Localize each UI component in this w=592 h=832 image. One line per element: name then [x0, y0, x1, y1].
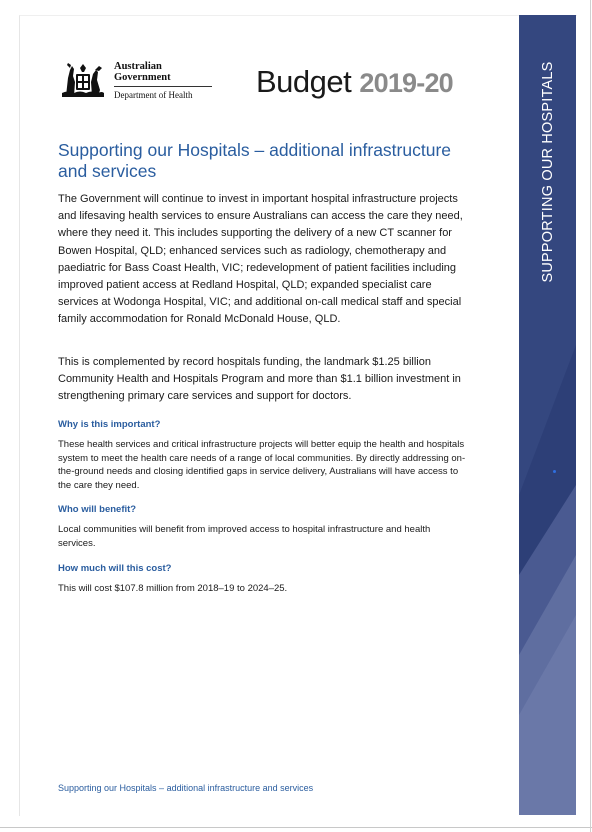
section-text-importance: These health services and critical infrastructure projects will better equip the health and hospitals system to meet the health care needs of a range of local communities. By directly addressing on-the-ground needs and closing identified gaps in service delivery, Australians will have access to the care they need. [58, 439, 466, 491]
section-heading-importance: Why is this important? [58, 419, 161, 430]
budget-heading [256, 64, 453, 100]
intro-paragraph: The Government will continue to invest in important hospital infrastructure projects and lifesaving health services to ensure Australians can access the care they need, where they need it. This includes supporting the delivery of a new CT scanner for Bowen Hospital, QLD; enhanced services such as radiology, chemotherapy and paediatric for Bass Coast Health, VIC; redevelopment of patient facilities including improved patient access at Redland Hospital, QLD; expanded specialist care services at Wodonga Hospital, VIC; and additional on-call medical staff and special family accommodation for Ronald McDonald House, QLD. [58, 193, 463, 326]
sidebar-title: SUPPORTING OUR HOSPITALS [540, 61, 556, 283]
gov-logo [58, 60, 212, 100]
department-name: Department of Health [114, 89, 193, 100]
budget-word: Budget [256, 64, 352, 99]
page-right-edge [590, 0, 591, 832]
sidebar-dot [553, 470, 556, 473]
funding-paragraph: This is complemented by record hospitals funding, the landmark $1.25 billion Community Health and Hospitals Program and more than $1.1 billion investment in strengthening primary care services and support for doctors. [58, 356, 461, 403]
page-bottom-edge [0, 827, 592, 828]
page-footer: Supporting our Hospitals – additional infrastructure and services [58, 783, 314, 793]
section-heading-cost: How much will this cost? [58, 563, 172, 574]
page-title: Supporting our Hospitals – additional infrastructure and services [58, 140, 451, 181]
budget-year: 2019-20 [359, 68, 453, 98]
document-page [19, 15, 577, 816]
coat-of-arms-icon [58, 60, 108, 100]
section-text-cost: This will cost $107.8 million from 2018–19 to 2024–25. [58, 583, 288, 594]
government-name: Australian Government [114, 61, 212, 87]
section-text-benefit: Local communities will benefit from improved access to hospital infrastructure and health services. [58, 524, 431, 549]
section-heading-benefit: Who will benefit? [58, 504, 137, 515]
